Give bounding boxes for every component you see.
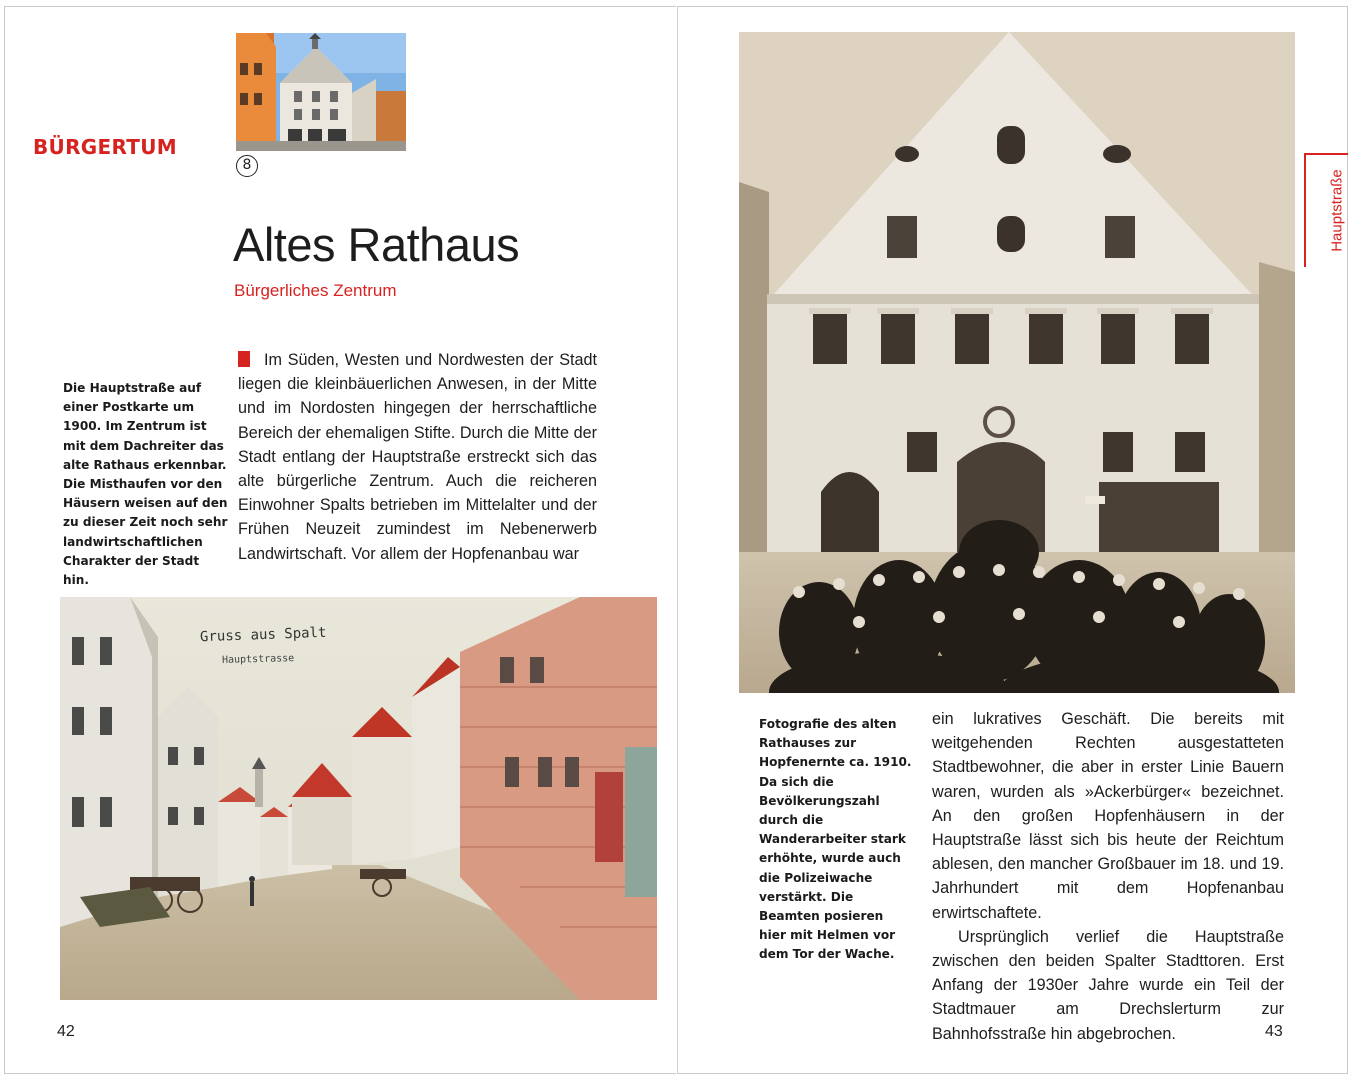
paragraph-marker: [238, 351, 250, 367]
body-paragraph: Ursprünglich verlief die Hauptstraße zwischen den beiden Spalter Stadttoren. Erst Anfang der 1930er Jahre wurde ein Teil der Stadtmauer am Drechslerturm zur Bahnhofsstraße hin abgebrochen.: [932, 927, 1284, 1043]
historic-postcard: [60, 597, 657, 1000]
stop-number-badge: 8: [236, 155, 258, 177]
body-text-right: [932, 707, 1284, 1046]
page-number-left: 42: [57, 1023, 75, 1040]
side-tab: [1327, 157, 1347, 267]
postcard-caption: Die Hauptstraße auf einer Postkarte um 1900. Im Zentrum ist mit dem Dachreiter das alte Rathaus erkennbar. Die Misthaufen vor den Häusern weisen auf den zu dieser Zeit noch sehr landwirtschaftlichen Charakter der Stadt hin.: [63, 381, 228, 588]
page-number-right: 43: [1265, 1023, 1283, 1040]
photo-caption: Fotografie des alten Rathauses zur Hopfenernte ca. 1910. Da sich die Bevölkerungszahl durch die Wanderarbeiter stark erhöhte, wurde auch die Polizeiwache verstärkt. Die Beamten posieren hier mit Helmen vor dem Tor der Wache.: [759, 717, 912, 962]
postcard-street: Hauptstrasse: [221, 653, 295, 666]
side-tab-label: Hauptstraße: [1328, 169, 1346, 252]
right-page: [677, 6, 1348, 1074]
historic-photograph: [739, 32, 1295, 693]
side-tab-line: [1304, 155, 1306, 267]
thumbnail-photo: [236, 33, 406, 151]
left-page: [4, 6, 676, 1074]
page-subtitle: Bürgerliches Zentrum: [234, 281, 397, 300]
section-label: BÜRGERTUM: [33, 135, 177, 159]
page-title: Altes Rathaus: [233, 218, 520, 271]
postcard-greeting: Gruss aus Spalt: [199, 624, 327, 646]
body-paragraph: ein lukratives Geschäft. Die bereits mit weitgehenden Rechten ausgestatteten Stadtbewohner, die aber in erster Linie Bauern waren, wurden als »Ackerbürger« bezeichnet. An den großen Hopfenhäusern in der Hauptstraße lässt sich bis heute der Reichtum ablesen, den mancher Großbauer im 18. und 19. Jahrhundert mit dem Hopfenanbau erwirtschaftete.: [932, 710, 1284, 922]
body-paragraph: Im Süden, Westen und Nordwesten der Stadt liegen die kleinbäuerlichen Anwesen, in der Mitte und im Nordosten hingegen der herrschaftliche Bereich der ehemaligen Stifte. Durch die Mitte der Stadt entlang der Hauptstraße erstreckt sich das alte bürgerliche Zentrum. Auch die reicheren Einwohner Spalts betrieben im Mittelalter und der Frühen Neuzeit zumindest im Nebenerwerb Landwirtschaft. Vor allem der Hopfenanbau war: [238, 351, 597, 563]
body-text-left: [238, 348, 597, 566]
